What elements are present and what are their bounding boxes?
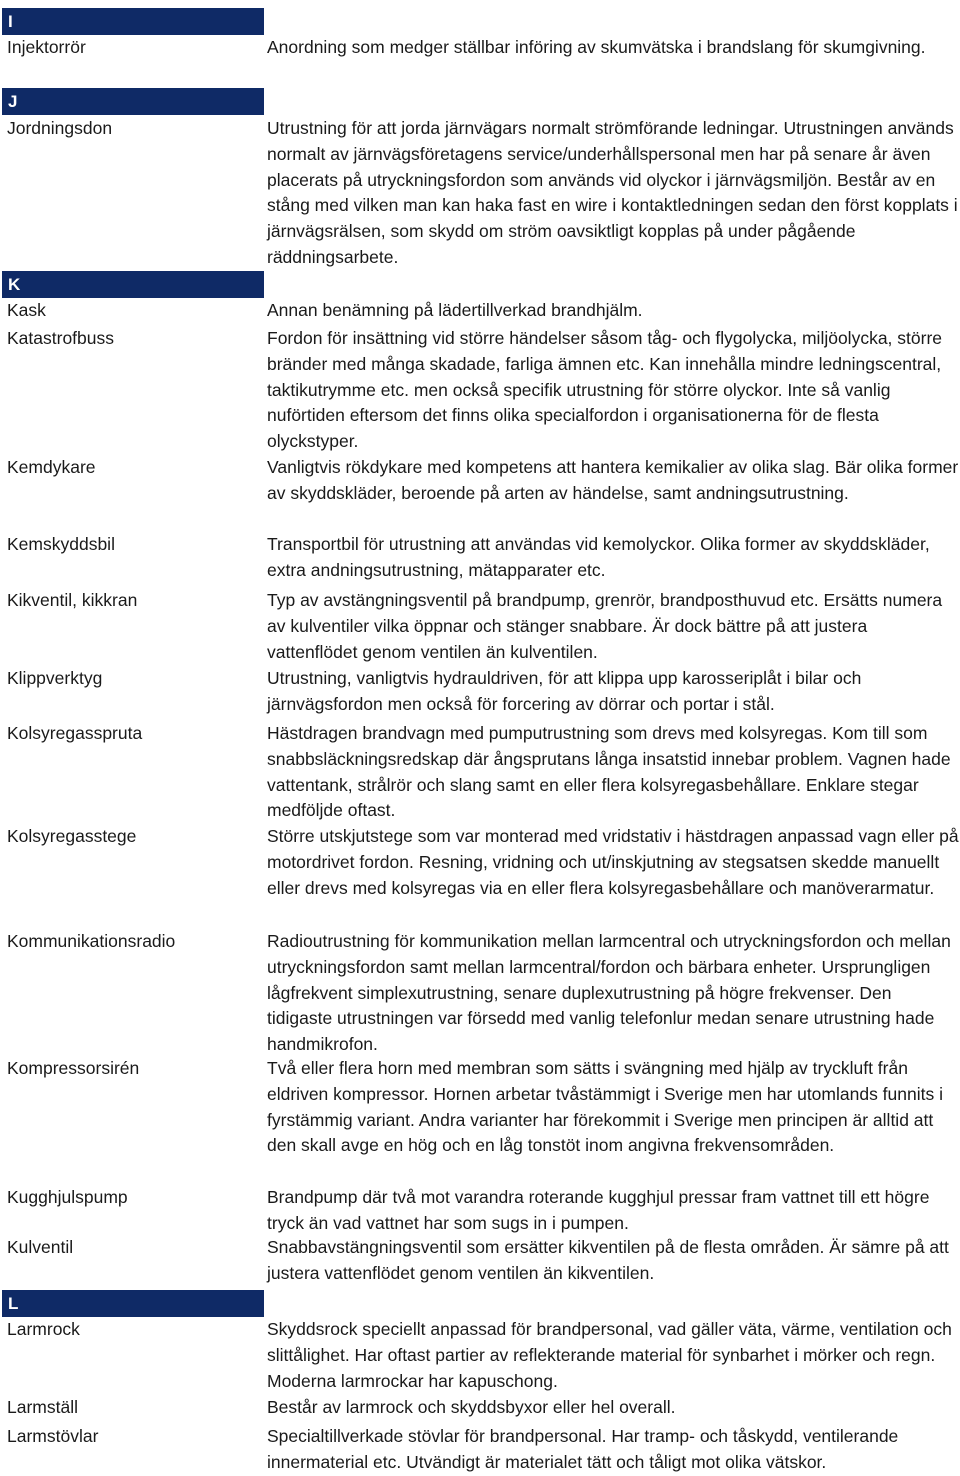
section-header-j: J	[2, 88, 264, 115]
term-klippverktyg: Klippverktyg	[7, 668, 103, 688]
section-header-k: K	[2, 271, 264, 298]
definition-kikventil: Typ av avstängningsventil på brandpump, grenrör, brandposthuvud etc. Ersätts numera av kulventiler vilka öppnar och stänger snabbare. Är dock bättre på att justera vattenflödet genom ventilen än kulventilen.	[267, 590, 943, 662]
term-kommunikationsradio: Kommunikationsradio	[7, 931, 176, 951]
definition-kolsyregasspruta: Hästdragen brandvagn med pumputrustning som drevs med kolsyregas. Kom till som snabbsläckningsredskap där ångsprutans långa insatstid innebar problem. Vagnen hade vattentank, strålrör och slang samt en eller flera kolsyregasbehållare. Enklare stegar medföljde oftast.	[267, 723, 951, 821]
term-kompressorsiren: Kompressorsirén	[7, 1058, 140, 1078]
section-header-i: I	[2, 8, 264, 35]
definition-larmstovlar: Specialtillverkade stövlar för brandpersonal. Har tramp- och tåskydd, ventilerande innermaterial etc. Utvändigt är materialet tätt och tåligt mot olika vätskor.	[267, 1426, 899, 1472]
term-kikventil: Kikventil, kikkran	[7, 590, 138, 610]
definition-kemdykare: Vanligtvis rökdykare med kompetens att hantera kemikalier av olika slag. Bär olika former av skyddskläder, beroende på arten av händelse, samt andningsutrustning.	[267, 457, 959, 503]
definition-kulventil: Snabbavstängningsventil som ersätter kikventilen på de flesta områden. Är sämre på att justera vattenflödet genom ventilen än kikventilen.	[267, 1237, 949, 1283]
term-kulventil: Kulventil	[7, 1237, 74, 1257]
definition-injektorror: Anordning som medger ställbar införing av skumvätska i brandslang för skumgivning.	[267, 37, 926, 57]
definition-jordningsdon: Utrustning för att jorda järnvägars normalt strömförande ledningar. Utrustningen används normalt av järnvägsföretagens service/underhållspersonal men har på senare år även placerats på utryckningsfordon som används vid olyckor i järnvägsmiljön. Består av en stång med vilken man kan haka fast en wire i kontaktledningen sedan den först kopplats i järnvägsrälsen, som skydd om ström oavsiktligt kopplas på under pågående räddningsarbete.	[267, 118, 958, 267]
term-kolsyregasspruta: Kolsyregasspruta	[7, 723, 143, 743]
term-kask: Kask	[7, 300, 46, 320]
term-larmstall: Larmställ	[7, 1397, 78, 1417]
definition-kask: Annan benämning på lädertillverkad brandhjälm.	[267, 300, 643, 320]
term-kemdykare: Kemdykare	[7, 457, 96, 477]
definition-larmstall: Består av larmrock och skyddsbyxor eller hel overall.	[267, 1397, 676, 1417]
term-injektorror: Injektorrör	[7, 37, 86, 57]
term-jordningsdon: Jordningsdon	[7, 118, 113, 138]
term-katastrofbuss: Katastrofbuss	[7, 328, 114, 348]
term-larmstovlar: Larmstövlar	[7, 1426, 99, 1446]
section-header-l: L	[2, 1290, 264, 1317]
term-kugghjulspump: Kugghjulspump	[7, 1187, 128, 1207]
definition-kompressorsiren: Två eller flera horn med membran som sätts i svängning med hjälp av tryckluft från eldriven kompressor. Hornen arbetar tvåstämmigt i Sverige men har utomlands funnits i fyrstämmig variant. Andra varianter har förekommit i Sverige men principen är alltid att den skall avge en hög och en låg tonstöt inom angivna frekvensområden.	[267, 1058, 943, 1156]
definition-kugghjulspump: Brandpump där två mot varandra roterande kugghjul pressar fram vattnet till ett högre tryck än vad vattnet har som sugs in i pumpen.	[267, 1187, 930, 1233]
definition-klippverktyg: Utrustning, vanligtvis hydrauldriven, för att klippa upp karosseriplåt i bilar och järnvägsfordon men också för forcering av dörrar och portar i stål.	[267, 668, 862, 714]
definition-katastrofbuss: Fordon för insättning vid större händelser såsom tåg- och flygolycka, miljöolycka, större bränder med många skadade, farliga ämnen etc. Kan innehålla mindre ledningscentral, taktikutrymme etc. men också specifik utrustning för större olyckor. Inte så vanlig nuförtiden eftersom det finns olika specialfordon i organisationerna för de flesta olyckstyper.	[267, 328, 943, 452]
definition-larmrock: Skyddsrock speciellt anpassad för brandpersonal, vad gäller väta, värme, ventilation och slittålighet. Har oftast partier av reflekterande material för synbarhet i mörker och regn. Moderna larmrockar har kapuschong.	[267, 1319, 952, 1391]
definition-kommunikationsradio: Radioutrustning för kommunikation mellan larmcentral och utryckningsfordon och mellan utryckningsfordon samt mellan larmcentral/fordon och bärbara enheter. Ursprungligen lågfrekvent simplexutrustning, senare duplexutrustning på högre frekvenser. Den tidigaste utrustningen var försedd med vanlig telefonlur medan senare utrustning hade handmikrofon.	[267, 931, 951, 1055]
term-kolsyregasstege: Kolsyregasstege	[7, 826, 137, 846]
term-larmrock: Larmrock	[7, 1319, 80, 1339]
term-kemskyddsbil: Kemskyddsbil	[7, 534, 115, 554]
definition-kolsyregasstege: Större utskjutstege som var monterad med vridstativ i hästdragen anpassad vagn eller på motordrivet fordon. Resning, vridning och ut/inskjutning av stegsatsen skedde manuellt eller drevs med kolsyregas via en eller flera kolsyregasbehållare och manöverarmatur.	[267, 826, 959, 898]
definition-kemskyddsbil: Transportbil för utrustning att användas vid kemolyckor. Olika former av skyddskläder, extra andningsutrustning, mätapparater etc.	[267, 534, 930, 580]
